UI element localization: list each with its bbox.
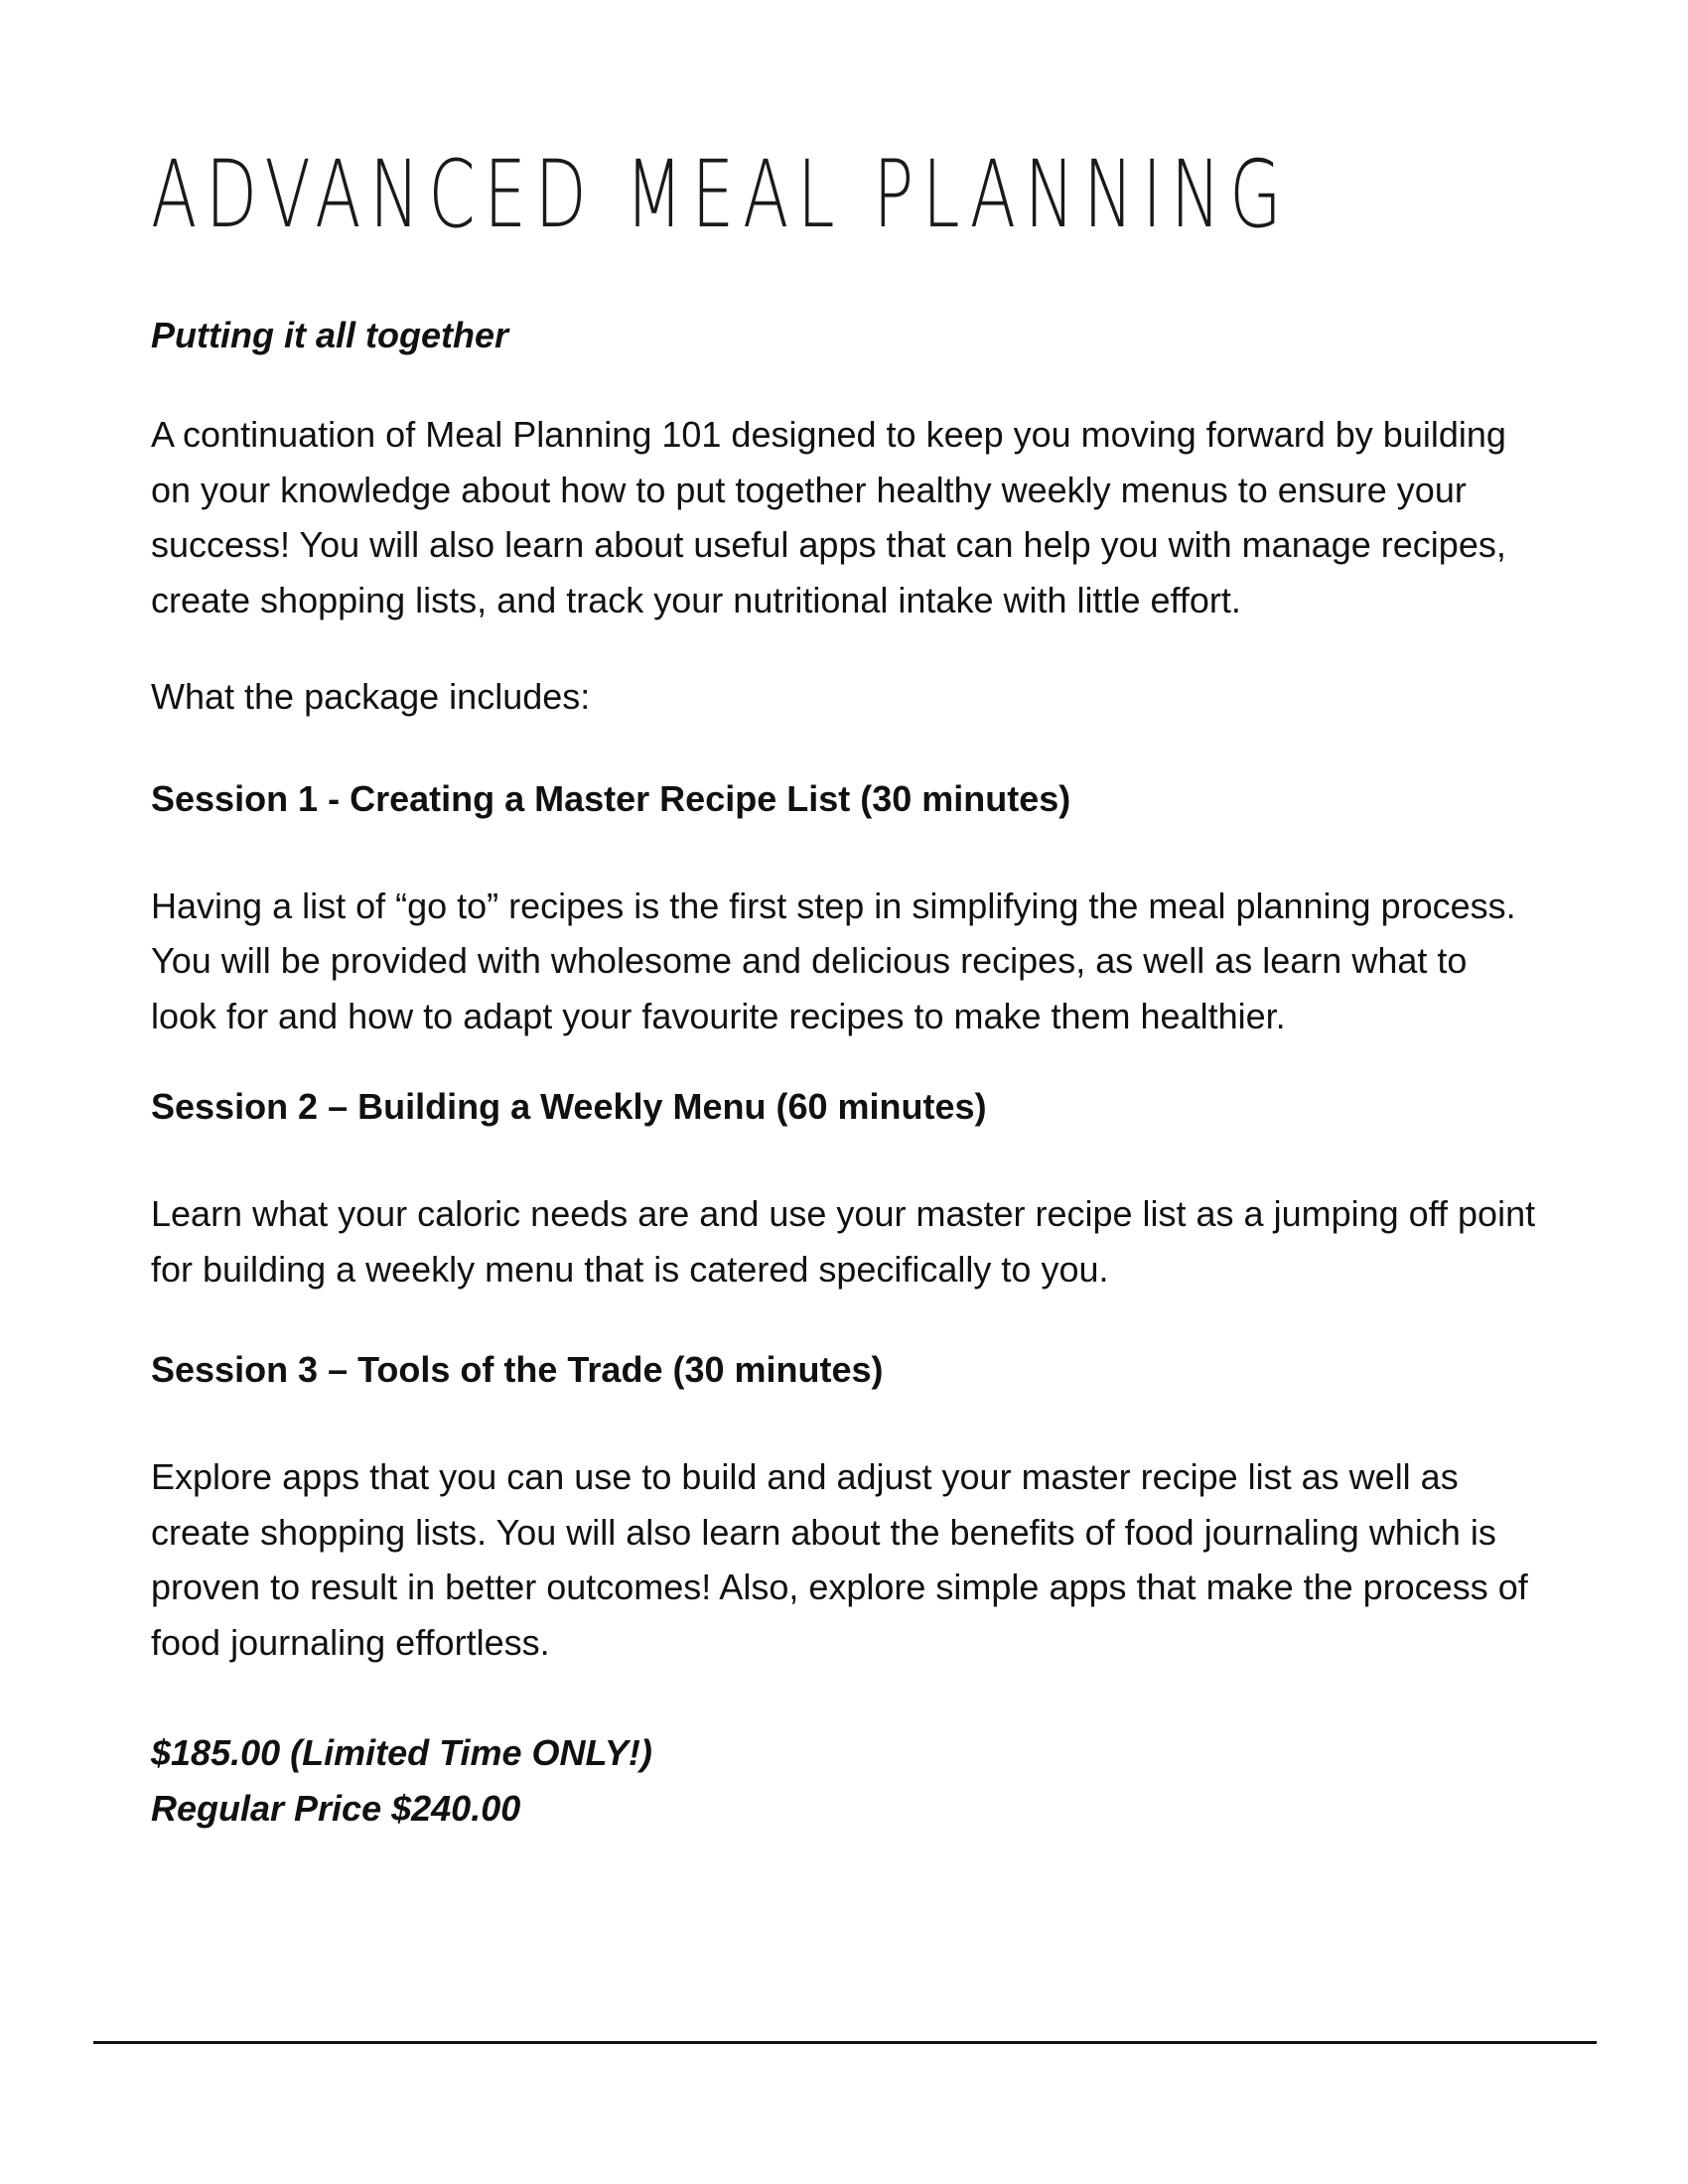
session-1-heading: Session 1 - Creating a Master Recipe List (30 minutes) [151,777,1071,819]
page-title: ADVANCED MEAL PLANNING [151,141,1291,249]
document-content [151,141,1541,1837]
session-1-body: Having a list of “go to” recipes is the first step in simplifying the meal planning process. You will be provided with wholesome and delicious recipes, as well as learn what to look for and how to adapt your favourite recipes to make them healthier. [151,885,1516,1036]
session-2-heading: Session 2 – Building a Weekly Menu (60 minutes) [151,1086,987,1127]
session-2-body: Learn what your caloric needs are and use your master recipe list as a jumping off point for building a weekly menu that is catered specifically to you. [151,1193,1536,1290]
footer-divider [93,2041,1597,2044]
price-block [151,1725,1541,1837]
intro-paragraph: A continuation of Meal Planning 101 designed to keep you moving forward by building on your knowledge about how to put together healthy weekly menus to ensure your success! You will also learn about useful apps that can help you with manage recipes, create shopping lists, and track your nutritional intake with little effort. [151,414,1506,620]
subtitle: Putting it all together [151,315,508,355]
session-3-heading: Session 3 – Tools of the Trade (30 minutes) [151,1349,884,1390]
sale-price: $185.00 (Limited Time ONLY!) [151,1732,652,1773]
package-intro: What the package includes: [151,676,591,717]
session-3-body: Explore apps that you can use to build and adjust your master recipe list as well as create shopping lists. You will also learn about the benefits of food journaling which is proven to result in better outcomes! Also, explore simple apps that make the process of food journaling effortless. [151,1456,1528,1663]
regular-price: Regular Price $240.00 [151,1788,521,1829]
